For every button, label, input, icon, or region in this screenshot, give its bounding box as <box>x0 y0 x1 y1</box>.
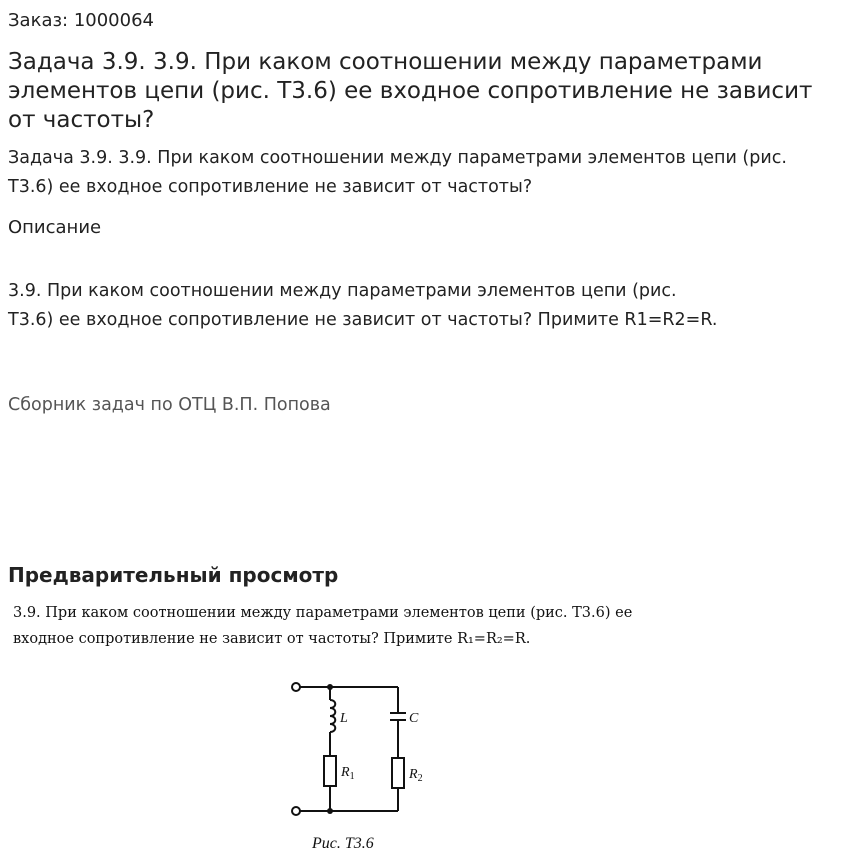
preview-line-2: входное сопротивление не зависит от частоты? Примите R₁=R₂=R. <box>13 631 531 647</box>
description-heading: Описание <box>8 217 102 238</box>
page-title: Задача 3.9. 3.9. При каком соотношении между параметрами элементов цепи (рис. Т3.6) ее входное сопротивление не зависит от частоты? <box>8 49 813 133</box>
source-reference: Сборник задач по ОТЦ В.П. Попова <box>8 395 331 415</box>
preview-text <box>13 600 713 652</box>
description-line-2: Т3.6) ее входное сопротивление не зависит от частоты? Примите R1=R2=R. <box>8 310 718 330</box>
task-summary: Задача 3.9. 3.9. При каком соотношении между параметрами элементов цепи (рис. Т3.6) ее входное сопротивление не зависит от частоты? <box>8 148 787 197</box>
description-line-1: 3.9. При каком соотношении между параметрами элементов цепи (рис. <box>8 281 677 301</box>
label-r2 <box>408 767 423 784</box>
description-body <box>8 277 808 335</box>
label-inductor: L <box>340 711 348 726</box>
preview-heading: Предварительный просмотр <box>8 563 339 587</box>
label-r2-subscript: 2 <box>417 773 423 784</box>
input-terminal-top <box>292 683 300 691</box>
circuit-diagram <box>280 672 430 857</box>
label-r1 <box>340 765 355 782</box>
figure-caption: Рис. Т3.6 <box>312 835 374 852</box>
order-number: Заказ: 1000064 <box>8 10 154 31</box>
label-capacitor: C <box>409 711 419 726</box>
label-r2-letter: R <box>409 767 418 782</box>
input-terminal-bottom <box>292 807 300 815</box>
preview-line-1: 3.9. При каком соотношении между параметрами элементов цепи (рис. Т3.6) ее <box>13 605 633 621</box>
inductor-coil <box>330 700 335 732</box>
resistor-r2 <box>392 758 404 788</box>
resistor-r1 <box>324 756 336 786</box>
label-r1-letter: R <box>341 765 350 780</box>
label-r1-subscript: 1 <box>349 771 355 782</box>
